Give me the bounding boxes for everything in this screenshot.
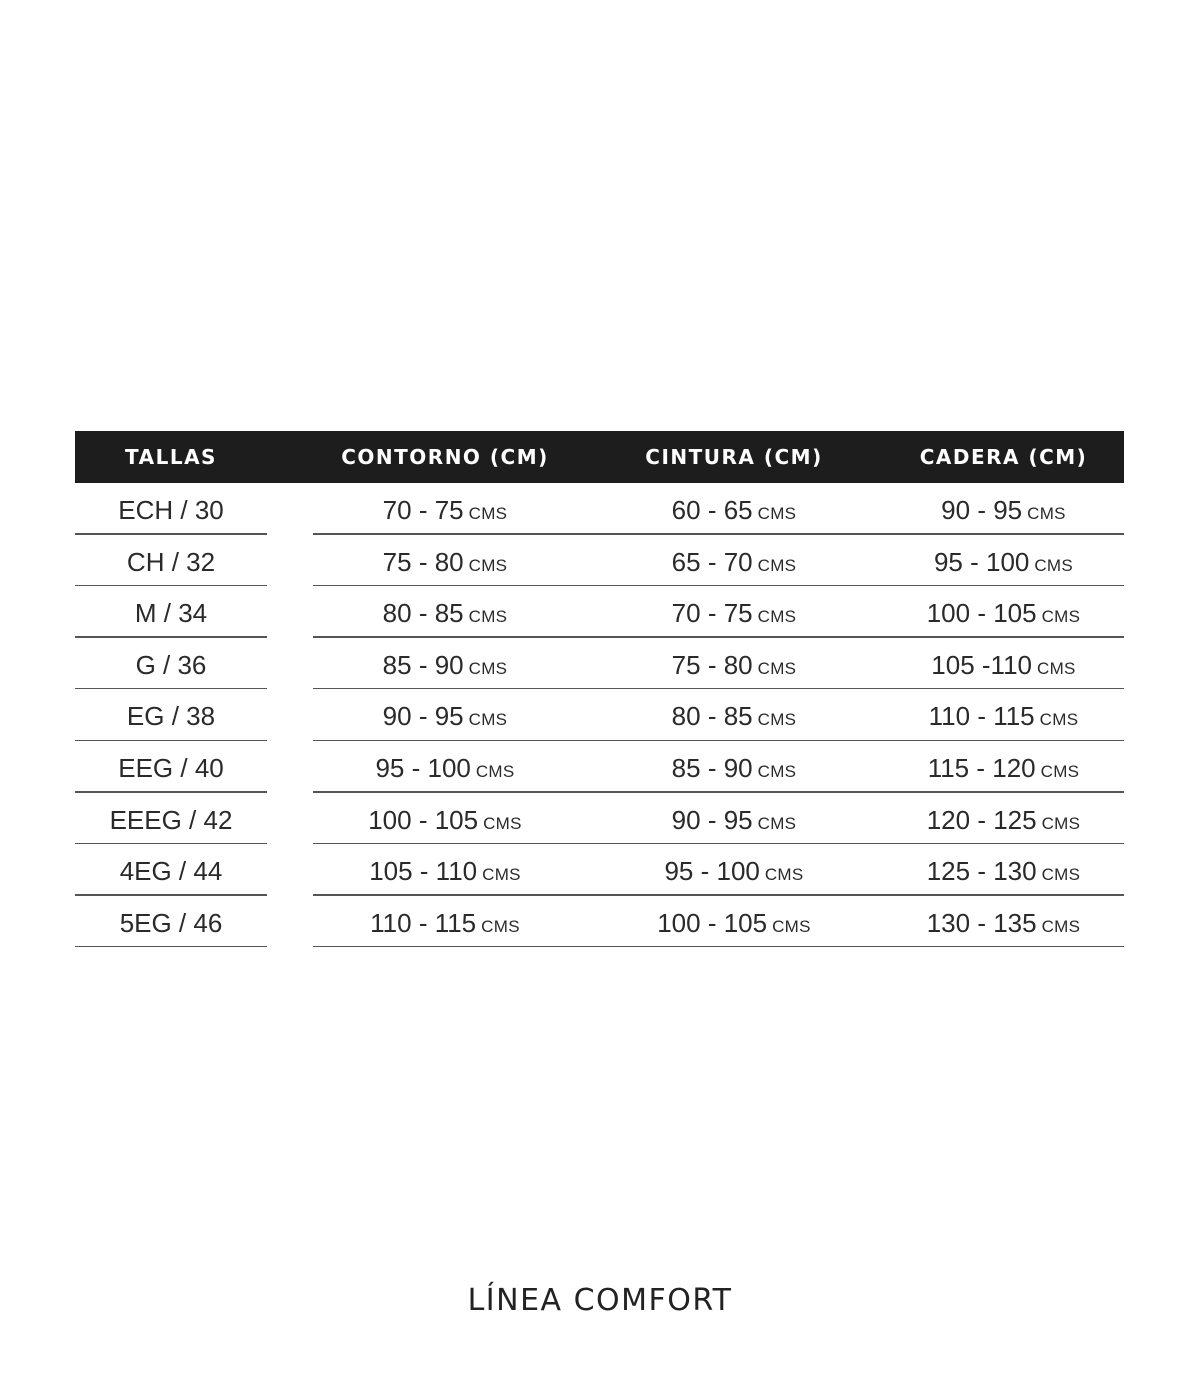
unit-label: CMS bbox=[1040, 761, 1080, 781]
hip-value: 110 - 115 bbox=[928, 701, 1035, 732]
waist-value: 100 - 105 bbox=[657, 907, 768, 938]
unit-label: CMS bbox=[1037, 658, 1076, 678]
header-cadera: CADERA (CM) bbox=[919, 445, 1088, 469]
unit-label: CMS bbox=[757, 710, 797, 730]
waist-cell bbox=[595, 483, 873, 535]
bust-cell bbox=[313, 638, 577, 690]
unit-label: CMS bbox=[1041, 813, 1081, 833]
bust-value: 95 - 100 bbox=[375, 752, 471, 783]
unit-label: CMS bbox=[757, 813, 797, 833]
size-cell: EG / 38 bbox=[126, 701, 216, 732]
waist-cell bbox=[595, 896, 873, 948]
bust-value: 85 - 90 bbox=[382, 649, 464, 680]
header-cintura: CINTURA (CM) bbox=[645, 445, 823, 469]
hip-value: 105 -110 bbox=[931, 649, 1033, 680]
waist-value: 65 - 70 bbox=[671, 546, 753, 577]
size-cell: M / 34 bbox=[134, 598, 208, 629]
bust-cell bbox=[313, 741, 577, 793]
bust-cell bbox=[313, 793, 577, 845]
row-divider-left bbox=[75, 946, 267, 947]
bust-cell bbox=[313, 844, 577, 896]
unit-label: CMS bbox=[757, 761, 797, 781]
table-row bbox=[75, 483, 1124, 535]
hip-cell bbox=[883, 638, 1124, 690]
hip-cell bbox=[883, 793, 1124, 845]
hip-cell bbox=[883, 844, 1124, 896]
waist-value: 90 - 95 bbox=[671, 804, 753, 835]
bust-cell bbox=[313, 896, 577, 948]
bust-value: 80 - 85 bbox=[382, 598, 464, 629]
unit-label: CMS bbox=[468, 607, 508, 627]
hip-cell bbox=[883, 535, 1124, 587]
unit-label: CMS bbox=[482, 865, 521, 885]
waist-cell bbox=[595, 535, 873, 587]
unit-label: CMS bbox=[772, 916, 811, 936]
waist-value: 80 - 85 bbox=[671, 701, 753, 732]
unit-label: CMS bbox=[1027, 504, 1066, 523]
table-row bbox=[75, 535, 1124, 587]
table-row bbox=[75, 689, 1124, 741]
unit-label: CMS bbox=[1041, 607, 1081, 627]
bust-cell bbox=[313, 535, 577, 587]
bust-value: 110 - 115 bbox=[370, 907, 477, 938]
unit-label: CMS bbox=[468, 658, 508, 678]
unit-label: CMS bbox=[764, 865, 804, 885]
table-body bbox=[75, 483, 1124, 947]
unit-label: CMS bbox=[757, 504, 797, 523]
size-cell: G / 36 bbox=[135, 649, 207, 680]
unit-label: CMS bbox=[468, 710, 508, 730]
table-row bbox=[75, 638, 1124, 690]
bust-value: 105 - 110 bbox=[369, 856, 478, 887]
header-contorno: CONTORNO (CM) bbox=[341, 445, 549, 469]
bust-cell bbox=[313, 689, 577, 741]
size-cell: ECH / 30 bbox=[118, 495, 224, 525]
hip-cell bbox=[883, 483, 1124, 535]
table-row bbox=[75, 844, 1124, 896]
unit-label: CMS bbox=[483, 813, 522, 833]
waist-value: 85 - 90 bbox=[671, 752, 753, 783]
table-row bbox=[75, 741, 1124, 793]
unit-label: CMS bbox=[468, 555, 508, 575]
size-chart-table bbox=[75, 431, 1124, 947]
waist-value: 95 - 100 bbox=[664, 856, 760, 887]
size-cell: CH / 32 bbox=[126, 546, 216, 577]
hip-cell bbox=[883, 689, 1124, 741]
waist-value: 70 - 75 bbox=[671, 598, 753, 629]
size-cell: EEEG / 42 bbox=[109, 804, 233, 835]
table-row bbox=[75, 896, 1124, 948]
unit-label: CMS bbox=[757, 607, 797, 627]
unit-label: CMS bbox=[1041, 865, 1081, 885]
waist-cell bbox=[595, 793, 873, 845]
table-row bbox=[75, 793, 1124, 845]
waist-cell bbox=[595, 844, 873, 896]
waist-cell bbox=[595, 586, 873, 638]
waist-cell bbox=[595, 638, 873, 690]
waist-value: 60 - 65 bbox=[671, 495, 753, 525]
waist-value: 75 - 80 bbox=[671, 649, 753, 680]
waist-cell bbox=[595, 741, 873, 793]
hip-value: 90 - 95 bbox=[941, 495, 1023, 525]
bust-value: 90 - 95 bbox=[382, 701, 464, 732]
unit-label: CMS bbox=[1034, 555, 1074, 575]
hip-cell bbox=[883, 741, 1124, 793]
table-row bbox=[75, 586, 1124, 638]
row-divider-right bbox=[313, 946, 1124, 947]
bust-value: 75 - 80 bbox=[382, 546, 464, 577]
header-tallas: TALLAS bbox=[125, 445, 217, 469]
size-cell: 4EG / 44 bbox=[119, 856, 223, 887]
unit-label: CMS bbox=[468, 504, 508, 523]
size-cell: EEG / 40 bbox=[118, 752, 224, 783]
hip-cell bbox=[883, 586, 1124, 638]
bust-cell bbox=[313, 586, 577, 638]
hip-cell bbox=[883, 896, 1124, 948]
hip-value: 130 - 135 bbox=[926, 907, 1037, 938]
unit-label: CMS bbox=[1039, 710, 1079, 730]
waist-cell bbox=[595, 689, 873, 741]
hip-value: 95 - 100 bbox=[933, 546, 1030, 577]
unit-label: CMS bbox=[475, 761, 515, 781]
bust-value: 70 - 75 bbox=[382, 495, 464, 525]
bust-value: 100 - 105 bbox=[368, 804, 479, 835]
hip-value: 100 - 105 bbox=[926, 598, 1037, 629]
product-line-title: LÍNEA COMFORT bbox=[467, 1283, 733, 1318]
bust-cell bbox=[313, 483, 577, 535]
hip-value: 120 - 125 bbox=[926, 804, 1037, 835]
unit-label: CMS bbox=[757, 658, 797, 678]
table-header bbox=[75, 431, 1124, 483]
hip-value: 125 - 130 bbox=[926, 856, 1037, 887]
hip-value: 115 - 120 bbox=[927, 752, 1036, 783]
size-cell: 5EG / 46 bbox=[119, 907, 223, 938]
unit-label: CMS bbox=[1041, 916, 1081, 936]
unit-label: CMS bbox=[481, 916, 520, 936]
unit-label: CMS bbox=[757, 555, 797, 575]
